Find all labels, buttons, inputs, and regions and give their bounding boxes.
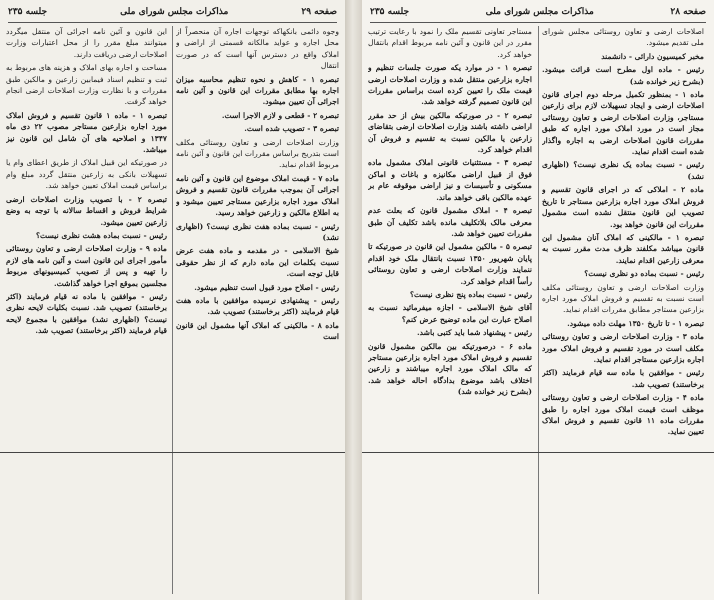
paragraph: در صورتیکه این قبیل املاک از طریق اعطای وام یا تسهیلات بانکی به زارعین منتقل گردد مبلغ وام براساس قیمت املاک تعیین خواهد شد. bbox=[6, 158, 167, 191]
left-page-journal-title: مذاکرات مجلس شورای ملی bbox=[120, 7, 229, 17]
paragraph: ماده ۹ - وزارت اصلاحات ارضی و تعاون روستائی مأمور اجرای این قانون است و آئین نامه های لازم را تهیه و پس از تصویب کمیسیونهای مربوط مجلسین بموقع اجرا خواهد گذاشت. bbox=[6, 244, 167, 288]
paragraph: ماده ۳ - وزارت اصلاحات ارضی و تعاون روستائی مکلف است در مورد تقسیم و فروش املاک مورد اجاره بزارعین مستاجر اقدام نماید. bbox=[542, 332, 704, 364]
paragraph: تبصره ۲ - قطعی و لازم الاجرا است. bbox=[221, 110, 339, 120]
paragraph: ماده ۶ - درصورتیکه بین مالکین مشمول قانون تقسیم و فروش املاک مورد اجاره بزارعین مستاجر که مالک املاک مورد اجاره میباشند و زارعین اختلاف باشد موضوع بدادگاه احاله خواهد شد. (بشرح زیر خوانده شد) bbox=[368, 341, 532, 397]
paragraph: تبصره ۴ - املاک مشمول قانون که بعلت عدم معرفی مالک بلاتکلیف مانده باشد تکلیف آن طبق مقررات تعیین خواهد شد. bbox=[368, 206, 532, 238]
book-gutter bbox=[345, 0, 362, 600]
paragraph: رئیس - موافقین با ماده نه قیام فرمایند (اکثر برخاستند) تصویب شد. نسبت بکلیات لایحه نظری نیست؟ (اظهاری نشد) موافقین با مجموع لایحه قیام فرمایند (اکثر برخاستند) تصویب شد. bbox=[6, 291, 167, 336]
paragraph: وجوه دائمی بانکهاکه توجهات اجاره آن منحصراً از محل اجاره و عواید مالکانه قسمتی از اراضی و املاک واقع در دسترس آنها است که در صورت انتقال bbox=[176, 27, 339, 71]
paragraph: آقای شیخ الاسلامی - اجازه میفرمائید نسبت به اصلاح عبارت این ماده توضیح عرض کنم؟ bbox=[368, 303, 532, 324]
right-page-header bbox=[370, 2, 706, 23]
paragraph: ماده ۴ - وزارت اصلاحات ارضی و تعاون روستائی موظف است قیمت املاک مورد اجاره را طبق مقررات ماده ۱۱ قانون تقسیم و فروش املاک تعیین نماید. bbox=[542, 393, 704, 437]
paragraph: رئیس - اصلاح مورد قبول است تنظیم میشود. bbox=[194, 282, 339, 292]
paragraph: رئیس - نسبت بماده هفت نظری نیست؟ (اظهاری نشد) bbox=[176, 221, 339, 242]
paragraph: رئیس - نسبت بماده دو نظری نیست؟ bbox=[584, 269, 704, 279]
left-page-fold-line bbox=[0, 452, 345, 453]
right-page-session: جلسه ۲۳۵ bbox=[370, 7, 410, 17]
paragraph: مساحت و اجاره بهای املاک و هزینه های مربوط به ثبت و تنظیم اسناد فیمابین زارعین و مالکین طبق مقررات و با نظارت وزارت اصلاحات ارضی انجام خواهد گرفت. bbox=[6, 63, 167, 107]
paragraph: این قانون و آئین نامه اجرائی آن منتقل میگردد میتوانند مبلغ مقرر را از محل اعتبارات وزارت اصلاحات ارضی دریافت دارند. bbox=[6, 27, 167, 59]
paragraph: رئیس - نسبت بماده پنج نظری نیست؟ bbox=[409, 289, 532, 299]
left-page-header bbox=[8, 2, 337, 23]
paragraph: رئیس - موافقین با ماده سه قیام فرمایند (اکثر برخاستند) تصویب شد. bbox=[542, 368, 704, 389]
left-page-number: صفحه ۲۹ bbox=[301, 7, 337, 17]
right-page-fold-line bbox=[362, 452, 714, 453]
paragraph: تبصره ۱ - کاهش و نحوه تنظیم محاسبه میزان اجاره بها مطابق مقررات این قانون و آئین نامه اجرائی آن تعیین میشود. bbox=[176, 74, 339, 107]
paragraph: تبصره ۲ - با تصویب وزارت اصلاحات ارضی شرایط فروش و اقساط سالانه با توجه به وضع زارعین تعیین میشود. bbox=[6, 194, 167, 227]
paragraph: رئیس - پیشنهاد شما باید کتبی باشد. bbox=[417, 328, 532, 338]
paragraph: ماده ۸ - مالکینی که املاک آنها مشمول این قانون است bbox=[176, 320, 339, 342]
right-page-journal-title: مذاکرات مجلس شورای ملی bbox=[485, 7, 594, 17]
right-page-right-column bbox=[542, 26, 704, 591]
right-page-column-divider bbox=[538, 26, 539, 594]
left-page-session: جلسه ۲۳۵ bbox=[8, 7, 48, 17]
paragraph: ماده ۱ - بمنظور تکمیل مرحله دوم اجرای قانون اصلاحات ارضی و ایجاد تسهیلات لازم برای زارعین مستاجر، وزارت اصلاحات ارضی و تعاون روستائی مجاز است در مورد املاک مورد اجاره که طبق مقررات قانون اصلاحات ارضی به اجاره واگذار شده است اقدام نماید. bbox=[542, 90, 704, 157]
paragraph: رئیس - نسبت بماده هشت نظری نیست؟ bbox=[36, 230, 167, 240]
paragraph: ماده ۷ - قیمت املاک موضوع این قانون و آئین نامه اجرائی آن بموجب مقررات قانون تقسیم و فروش املاک مورد اجاره بزارعین مستاجر تعیین میشود و به اطلاع مالکین و زارعین خواهد رسید. bbox=[176, 173, 339, 218]
paragraph: رئیس - ماده اول مطرح است قرائت میشود. (بشرح زیر خوانده شد) bbox=[542, 65, 704, 86]
left-page-column-divider bbox=[172, 26, 173, 594]
right-page-left-column bbox=[368, 26, 532, 591]
right-page-number: صفحه ۲۸ bbox=[670, 7, 706, 17]
right-page bbox=[362, 0, 714, 600]
left-page bbox=[0, 0, 345, 600]
paragraph: رئیس - نسبت بماده یک نظری نیست؟ (اظهاری نشد) bbox=[542, 160, 704, 181]
paragraph: تبصره ۳ - تصویب شده است. bbox=[244, 124, 339, 134]
paragraph: رئیس - پیشنهادی نرسیده موافقین با ماده هفت قیام فرمایند (اکثر برخاستند) تصویب شد. bbox=[176, 295, 339, 317]
paragraph: تبصره ۵ - مالکین مشمول این قانون در صورتیکه تا پایان شهریور ۱۳۵۰ نسبت بانتقال ملک خود اقدام ننمایند وزارت اصلاحات ارضی و تعاون روستائی رأساً اقدام خواهد کرد. bbox=[368, 242, 532, 286]
paragraph: تبصره ۱ - مالکینی که املاک آنان مشمول این قانون میباشد مکلفند ظرف مدت مقرر نسبت به معرفی زارعین اقدام نمایند. bbox=[542, 232, 704, 265]
paragraph: شیخ الاسلامی - در مقدمه و ماده هفت عرض نسبت بکلمات این ماده دارم که از نظر حقوقی قابل توجه است. bbox=[176, 246, 339, 279]
paragraph: تبصره ۱ - ماده ۱ قانون تقسیم و فروش املاک مورد اجاره بزارعین مستاجر مصوب ۲۲ دی ماه ۱۳۴۷ و اصلاحیه های آن شامل این قانون نیز میباشد. bbox=[6, 110, 167, 155]
paragraph: تبصره ۳ - مستثنیات قانونی املاک مشمول ماده فوق از قبیل اراضی مکانیزه و باغات و اماکن مسکونی و تأسیسات و نیز اراضی موقوفه عام بر عهده مالکین باقی خواهد ماند. bbox=[368, 158, 532, 202]
paragraph: مستاجر تعاونی تقسیم ملک را نمود با رعایت ترتیب مقرر در این قانون و آئین نامه مربوط اقدام بانتقال خواهد کرد. bbox=[368, 27, 532, 59]
paragraph: تبصره ۲ - در صورتیکه مالکین بیش از حد مقرر اراضی داشته باشند وزارت اصلاحات ارضی بتقاضای زارعین یا مالکین نسبت به تقسیم و فروش آن اقدام خواهد کرد. bbox=[368, 110, 532, 155]
paragraph: تبصره ۱ - در موارد یکه صورت جلسات تنظیم و اجاره بزارعین منتقل شده و وزارت اصلاحات ارضی قیمت ملک را تعیین کرده است براساس مقررات این قانون تصمیم گرفته خواهد شد. bbox=[368, 63, 532, 107]
left-page-right-column bbox=[176, 26, 339, 591]
paragraph: وزارت اصلاحات ارضی و تعاون روستائی مکلف است نسبت به تقسیم و فروش املاک مورد اجاره بزارعین مستاجر مطابق مقررات اقدام نماید. bbox=[542, 282, 704, 315]
paragraph: ماده ۲ - املاکی که در اجرای قانون تقسیم و فروش املاک مورد اجاره بزارعین مستاجر تا تاریخ تصویب این قانون منتقل نشده است مشمول مقررات این قانون خواهد بود. bbox=[542, 185, 704, 229]
paragraph: تبصره ۱ - تا تاریخ ۱۳۵۰ مهلت داده میشود. bbox=[567, 318, 704, 328]
paragraph: اصلاحات ارضی و تعاون روستائی مجلس شورای ملی تقدیم میشود. bbox=[542, 27, 704, 48]
left-page-left-column bbox=[6, 26, 167, 591]
paragraph: مخبر کمیسیون دارائی - دانشمند bbox=[601, 51, 704, 61]
paragraph: وزارت اصلاحات ارضی و تعاون روستائی مکلف است بتدریج براساس مقررات این قانون و آئین نامه مربوط اقدام نماید. bbox=[176, 137, 339, 170]
